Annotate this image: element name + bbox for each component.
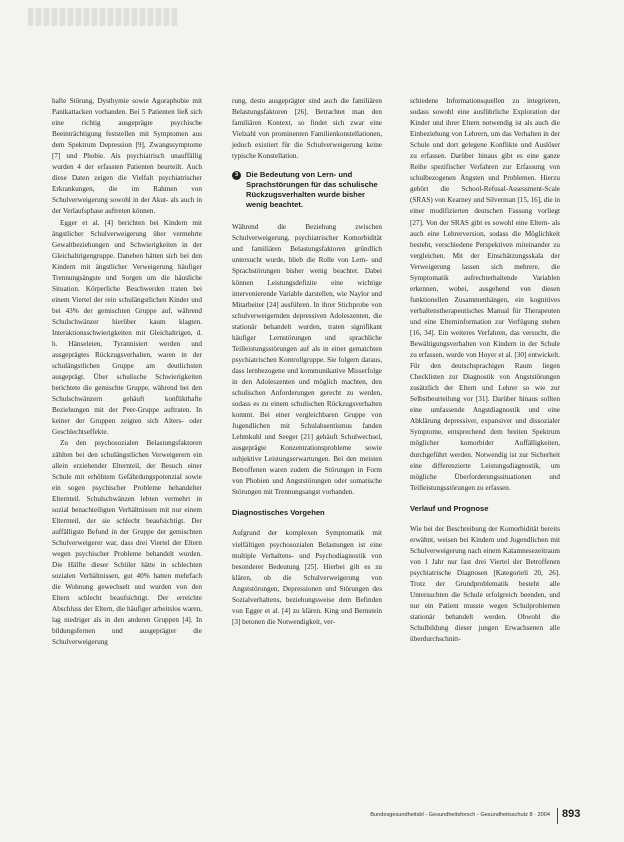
paragraph: rung, desto ausgeprägter sind auch die familiären Belastungsfaktoren [26]. Betrachtet man den familiären Kontext, so findet sich zwar eine Vielzahl von prominenten Familienkonstellationen, jedoch existiert für die Schulverweigerung keine typische Konstellation.	[232, 97, 382, 161]
highlight-text: Die Bedeutung von Lern- und Sprachstörungen für das schulische Rückzugsverhalten wurde bisher wenig beachtet.	[246, 170, 378, 210]
footer-divider	[557, 808, 558, 824]
highlight-marker: 3	[232, 171, 241, 180]
section-heading-verlauf: Verlauf und Prognose	[410, 503, 489, 513]
paragraph: Zu den psychosozialen Belastungsfaktoren zählten bei den schulängstlichen Verweigerern ein allein erziehender Elternteil, der Besuch einer Schule mit erhöhtem Gefährdungspotenzial sowie ein sogen psychischer Probleme behandelter Elternteil. Schulschwänzen lebten vermehrt in sozial benachteiligten Verhältnissen mit nur einem Elternteil, der sie schlecht beaufsichtigt. Der auffälligste Befund in der Gruppe der gemischten Schulverweigerer war, dass drei Viertel der Eltern wegen psychischer Probleme behandelt wurden. Die Hälfte dieser Schüler hätte in schlechten sozialen Verhältnissen, gut 40% hatten mehrfach die Wohnung gewechselt und wurden von den Eltern schlecht beaufsichtigt. Der erreichte Abschluss der Eltern, die häufiger arbeitslos waren, lag niedriger als in den anderen Gruppen [4]. In bildungsfernen und ausgeprägter die Schulverweigerung	[52, 439, 202, 647]
paragraph: Aufgrund der komplexen Symptomatik mit vielfältigen psychosozialen Belastungen ist eine multiple Verhaltens- und Psychodiagnostik von besonderer Bedeutung [25]. Hierbei gilt es zu klären, ob die Schulverweigerung von Angststörungen, Depressionen und Störungen des Sozialverhaltens, beziehungsweise dem Befinden von Egger et al. [4] zu klären. King und Bernstein [3] betonen die Notwendigkeit, ver-	[232, 529, 382, 626]
paragraph: schiedene Informationsquellen zu integrieren, sodass sowohl eine ausführliche Exploration der Kinder und ihrer Eltern notwendig ist als auch die Einbeziehung von Lehrern, um das Verhalten in der Schule und dort gelegene Konflikte und Auslöser zu erfassen. Darüber hinaus gibt es eine ganze Reihe spezifischer Verfahren zur Erfassung von schulbezogenen Ängsten und Problemen. Hierzu gehört die School-Refusal-Assessment-Scale (SRAS) von Kearney und Silverman [15, 16], die in einer modifizierten deutschen Fassung vorliegt [27]. Von der SRAS gibt es sowohl eine Eltern- als auch eine Lehrerversion, sodass die Möglichkeit besteht, verschiedene Perspektiven miteinander zu vergleichen. Mit der Einschätzungsskala der Verweigerung lassen sich mehrere, die Symptomatik aufrechterhaltende Variablen erkennen, wobei, ausgehend von diesen funktionellen Zusammenhängen, ein kognitives verhaltenstherapeutisches Manual für Therapeuten und eine Elterninformation zur Verfügung stehen [16, 34]. Ein weiteres Verfahren, das versucht, die Bewältigungsverhalten von Kindern in der Schule zu erfassen, wurde von Hoyer et al. [30] entwickelt. Für den deutschsprachigen Raum liegen Checklisten zur Diagnostik von Angststörungen zusätzlich der Eltern und Lehrer so wie zur Selbstbeurteilung vor [31]. Darüber hinaus sollten eine umfassende Angstdiagnostik und eine Abklärung depressiver, expansiver und dissozialer Symptome, entsprechend dem breiten Spektrum möglicher komorbider Auffälligkeiten, durchgeführt werden. Notwendig ist zur Sicherheit eine differenzierte Leistungsdiagnostik, um mögliche Überforderungssituationen und Teilleistungsstörungen zu erfassen.	[410, 97, 560, 492]
text-column-2	[232, 96, 382, 628]
header-scan-artifact	[28, 8, 178, 26]
text-column-1	[52, 96, 202, 648]
paragraph: hafte Störung, Dysthymie sowie Agoraphobie mit Panikattacken vorhanden. Bei 5 Patienten ließ sich eine richtig ausgeprägte psychische Beeinträchtigung feststellen mit Symptomen aus dem Spektrum Depression [9], Zwangssymptome [7] und Phobie. Als psychiatrisch unauffällig wurden 4 der erfassten Patienten beurteilt. Auch diese Daten zeigen die Vielfalt psychiatrischer Erkrankungen, die im Rahmen von Schulverweigerung sowohl in der Akut- als auch in der Verlaufsphase auftreten können.	[52, 97, 202, 216]
page-number: 893	[562, 808, 581, 820]
section-heading-diagnostik: Diagnostisches Vorgehen	[232, 508, 325, 518]
paragraph: Während die Beziehung zwischen Schulverweigerung, psychiatrischer Komorbidität und familiären Belastungsfaktoren gründlich untersucht wurde, blieb die Rolle von Lern- und Sprachstörungen bisher wenig beachtet. Dabei können Leistungsdefizite eine wichtige intervenierende Variable darstellen, wie Naylor und Mitarbeiter [24] ausführen. In ihrer Stichprobe von schulverweigernden depressiven Adoleszenten, die stationär behandelt wurden, traten signifikant häufiger Lernstörungen und sprachliche Teilleistungsstörungen auf als in einer gematchten psychiatrischen Kontrollgruppe. Sie folgern daraus, dass lernbezogene und kommunikative Misserfolge in den Adoleszenten und möglich machten, den schulischen Anforderungen gerecht zu werden, sodass es zu einem schulischen Rückzugsverhalten kommt. Bei einer vergleichbaren Gruppe von Jugendlichen mit Schulabsentismus fanden Lehmkuhl und Seeger [21] gehäuft Schulwechsel, ausgeprägte Konzentrationsprobleme sowie subjektive Leistungserwartungen. Bei den meisten Betroffenen waren zudem die Störungen in Form von Phobien und Angststörungen oder somatische Störungen mit Trennungsangst vorhanden.	[232, 223, 382, 497]
highlight-statement	[232, 170, 382, 210]
text-column-3	[410, 96, 560, 645]
paragraph: Egger et al. [4] berichten bei Kindern mit ängstlicher Schulverweigerung über vermehrte Gewaltbeziehungen und Schwierigkeiten in der Gleichaltrigengruppe. Daneben hätten sich bei den Kindern mit ängstlicher Verweigerung häufiger Trennungsängste und Sorgen um die häusliche Situation. Körperliche Beschwerden traten bei einem Viertel der rein schulängstlichen Kinder und bei 43% der gemischten Gruppe auf, während Schulschwänzer hierüber kaum klagten. Interaktionsschwierigkeiten mit Gleichaltrigen, d. h. Hänseleien, Tyrannisiert werden und ausgeprägtes Rückzugsverhalten, waren in der schulängstlichen Gruppe am deutlichsten ausgeprägt. Über schulische Schwierigkeiten berichtete die gemischte Gruppe, während bei den Schulschwänzern gehäuft konflikthafte Beziehungen mit der Peer-Gruppe auftraten. In keiner der Gruppen zeigten sich Alters- oder Geschlechtseffekte.	[52, 218, 202, 437]
journal-citation: Bundesgesundheitsbl - Gesundheitsforsch - Gesundheitsschutz 8 · 2004	[370, 812, 550, 818]
paragraph: Wie bei der Beschreibung der Komorbidität bereits erwähnt, weisen bei Kindern und Jugendlichen mit Schulverweigerung nach einem Katamnesezeitraum von 1 Jahr nur fast drei Viertel der Betroffenen psychiatrische Diagnosen [Kategorieli 20, 26]. Trotz der Grundproblematik besteht alle Untersuchten die Schule erfolgreich beenden, und nur ein Patient musste wegen Schulproblemen stationär behandelt werden. Obwohl die Schulbildung dieser jungen Erwachsenen alle überdurchschnitt-	[410, 524, 560, 644]
